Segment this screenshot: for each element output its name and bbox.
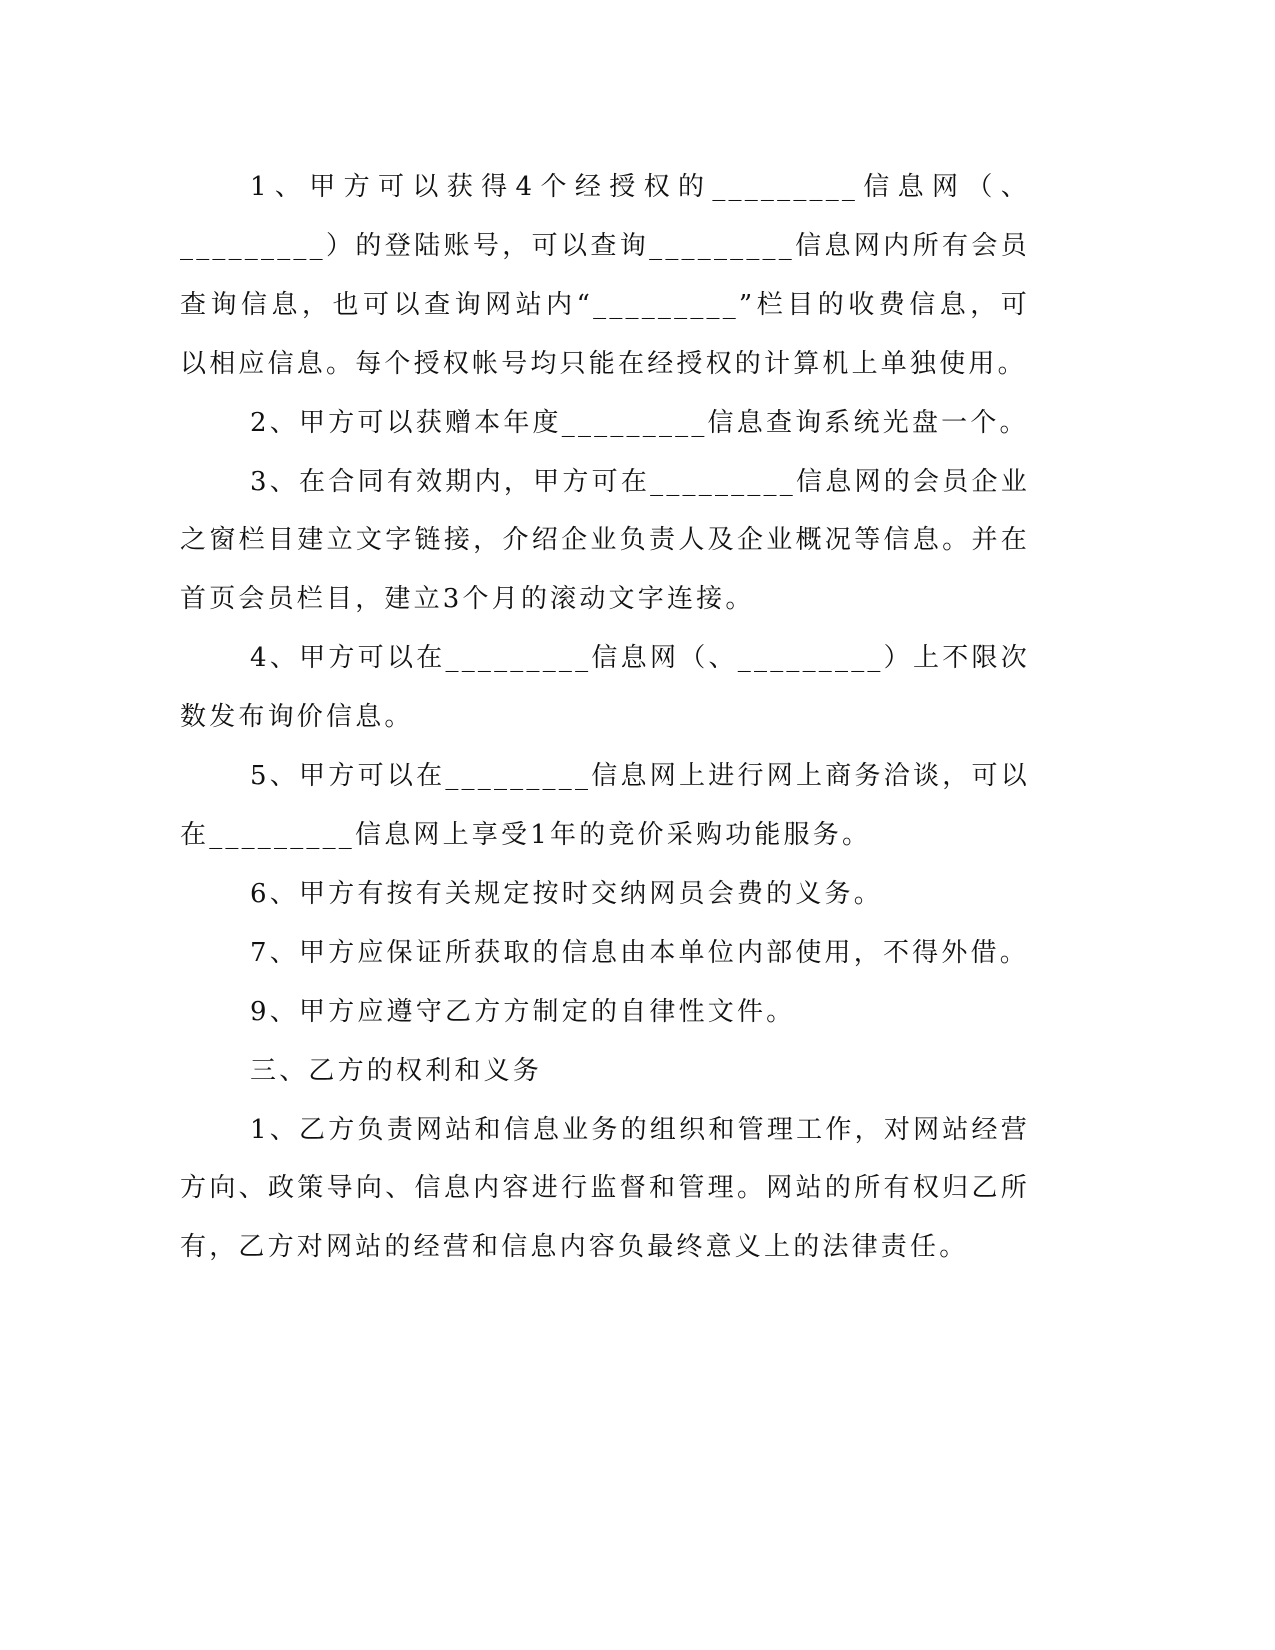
clause-paragraph-2: 2、甲方可以获赠本年度_________信息查询系统光盘一个。 xyxy=(250,407,1029,438)
clause-paragraph-4: 4、甲方可以在_________信息网（、_________）上不限次数发布询价信息。 xyxy=(180,643,1030,733)
clause-paragraph-1: 1、甲方可以获得4个经授权的_________信息网（、_________）的登陆账号，可以查询_________信息网内所有会员查询信息，也可以查询网站内“_________”栏目的收费信息，可以相应信息。每个授权帐号均只能在经授权的计算机上单独使用。 xyxy=(180,172,1030,379)
clause-paragraph-5: 5、甲方可以在_________信息网上进行网上商务洽谈，可以在_________信息网上享受1年的竞价采购功能服务。 xyxy=(180,761,1030,850)
document-body xyxy=(180,158,1030,1277)
clause-paragraph-7: 7、甲方应保证所获取的信息由本单位内部使用，不得外借。 xyxy=(250,937,1029,968)
party-b-clause-1: 1、乙方负责网站和信息业务的组织和管理工作，对网站经营方向、政策导向、信息内容进行监督和管理。网站的所有权归乙所有，乙方对网站的经营和信息内容负最终意义上的法律责任。 xyxy=(180,1114,1030,1263)
clause-paragraph-6: 6、甲方有按有关规定按时交纳网员会费的义务。 xyxy=(250,878,883,909)
section-heading: 三、乙方的权利和义务 xyxy=(250,1055,543,1086)
clause-paragraph-3: 3、在合同有效期内，甲方可在_________信息网的会员企业之窗栏目建立文字链接，介绍企业负责人及企业概况等信息。并在首页会员栏目，建立3个月的滚动文字连接。 xyxy=(180,466,1030,615)
clause-paragraph-9: 9、甲方应遵守乙方方制定的自律性文件。 xyxy=(250,996,796,1027)
